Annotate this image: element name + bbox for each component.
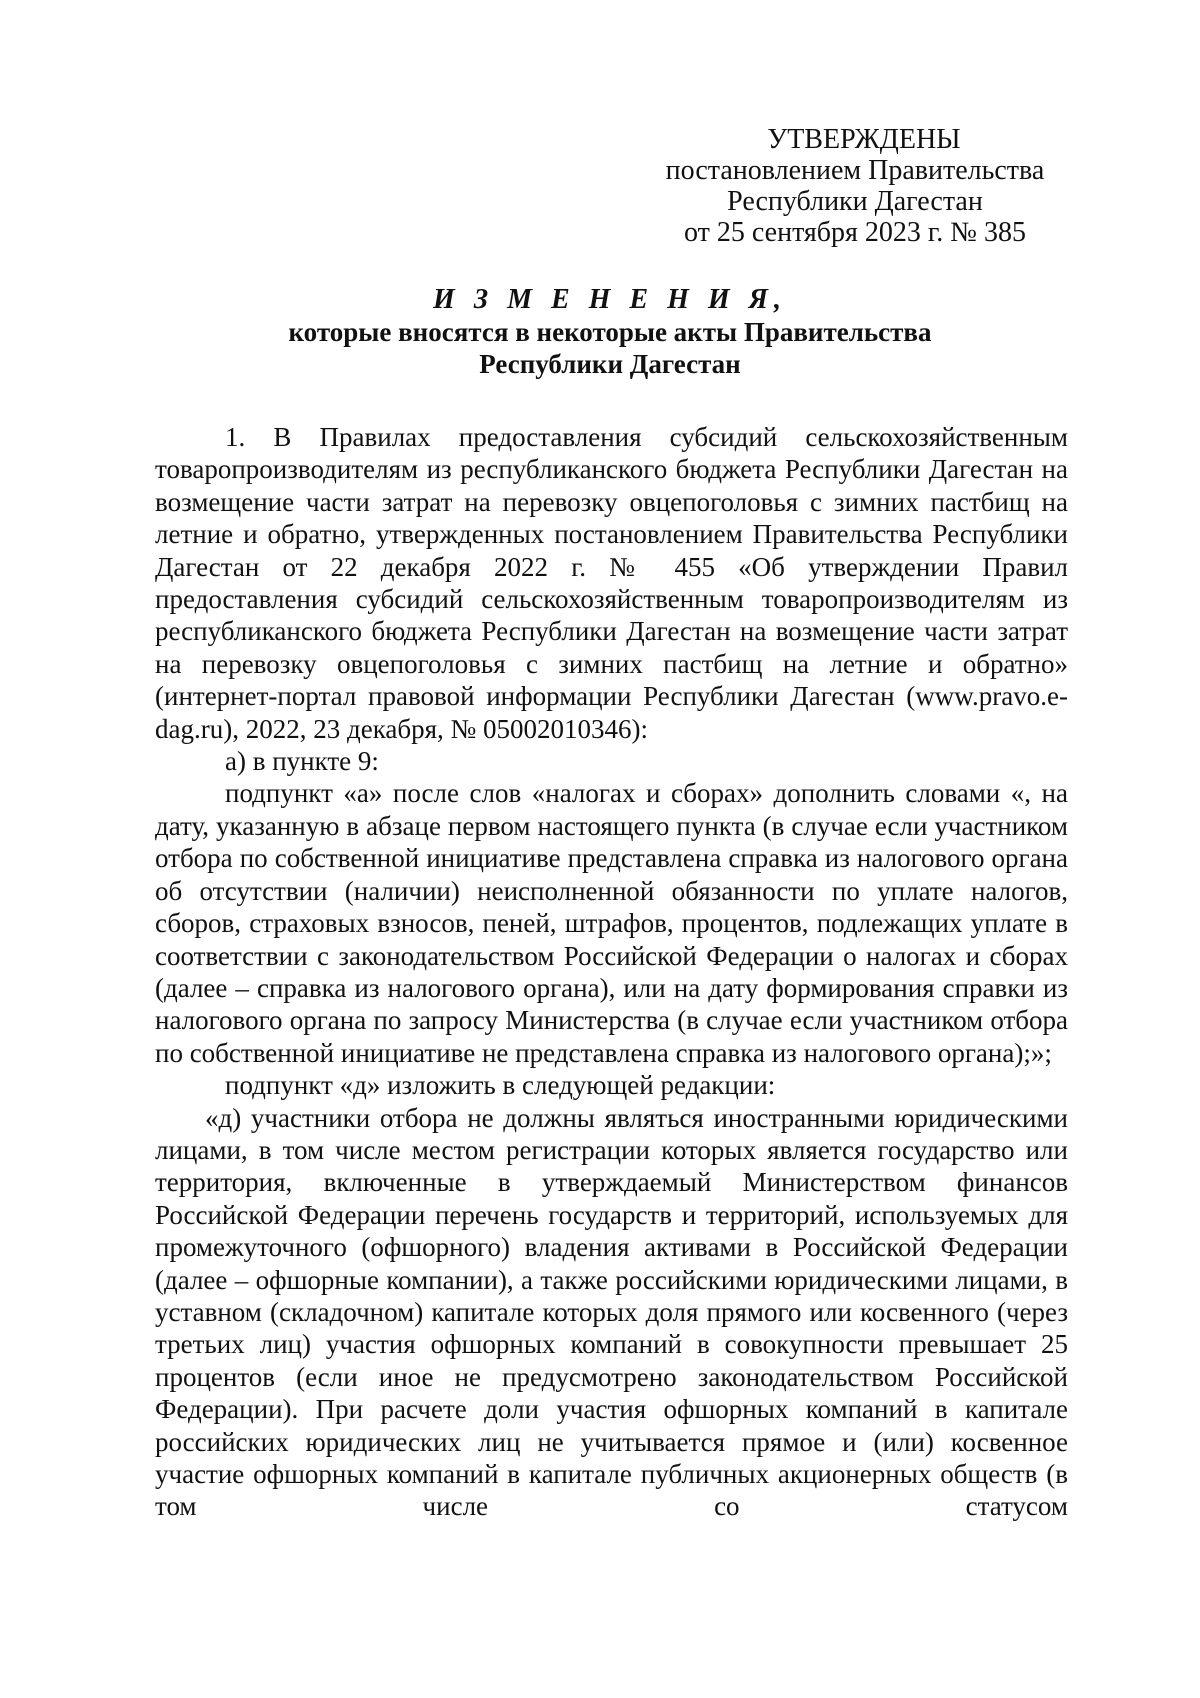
approval-date-line: от 25 сентября 2023 г. № 385 <box>684 217 1026 248</box>
title-subtitle: которые вносятся в некоторые акты Правительства <box>288 317 932 347</box>
approval-heading: УТВЕРЖДЕНЫ <box>767 124 961 155</box>
paragraph: 1. В Правилах предоставления субсидий сельскохозяйственным товаропроизводителям из республиканского бюджета Республики Дагестан на возмещение части затрат на перевозку овцепоголовья с зимних пастбищ на летние и обратно, утвержденных постановлением Правительства Республики Дагестан от 22 декабря 2022 г. № 455 «Об утверждении Правил предоставления субсидий сельскохозяйственным товаропроизводителям из республиканского бюджета Республики Дагестан на возмещение части затрат на перевозку овцепоголовья с зимних пастбищ на летние и обратно» (интернет-портал правовой информации Республики Дагестан (www.pravo.e-dag.ru), 2022, 23 декабря, № 05002010346): <box>155 422 1068 744</box>
title-subtitle: Республики Дагестан <box>479 349 741 379</box>
paragraph: подпункт «д» изложить в следующей редакции: <box>225 1070 776 1101</box>
approval-line: постановлением Правительства <box>665 155 1045 186</box>
paragraph: «д) участники отбора не должны являться иностранными юридическими лицами, в том числе местом регистрации которых является государство или территория, включенные в утверждаемый Министерством финансов Российской Федерации перечень государств и территорий, используемых для промежуточного (офшорного) владения активами в Российской Федерации (далее – офшорные компании), а также российскими юридическими лицами, в уставном (складочном) капитале которых доля прямого или косвенного (через третьих лиц) участия офшорных компаний в совокупности превышает 25 процентов (если иное не предусмотрено законодательством Российской Федерации). При расчете доли участия офшорных компаний в капитале российских юридических лиц не учитывается прямое и (или) косвенное участие офшорных компаний в капитале публичных акционерных обществ (в том числе со статусом <box>155 1102 1068 1522</box>
title-heading: И З М Е Н Е Н И Я, <box>433 284 787 315</box>
approval-stamp <box>620 124 1090 248</box>
approval-line: Республики Дагестан <box>727 186 983 217</box>
document-title <box>150 284 1070 380</box>
paragraph: подпункт «а» после слов «налогах и сборах» дополнить словами «, на дату, указанную в абзаце первом настоящего пункта (в случае если участником отбора по собственной инициативе представлена справка из налогового органа об отсутствии (наличии) неисполненной обязанности по уплате налогов, сборов, страховых взносов, пеней, штрафов, процентов, подлежащих уплате в соответствии с законодательством Российской Федерации о налогах и сборах (далее – справка из налогового органа), или на дату формирования справки из налогового органа по запросу Министерства (в случае если участником отбора по собственной инициативе не представлена справка из налогового органа);»; <box>155 778 1068 1068</box>
paragraph: а) в пункте 9: <box>225 746 379 777</box>
document-body <box>155 421 1068 1523</box>
